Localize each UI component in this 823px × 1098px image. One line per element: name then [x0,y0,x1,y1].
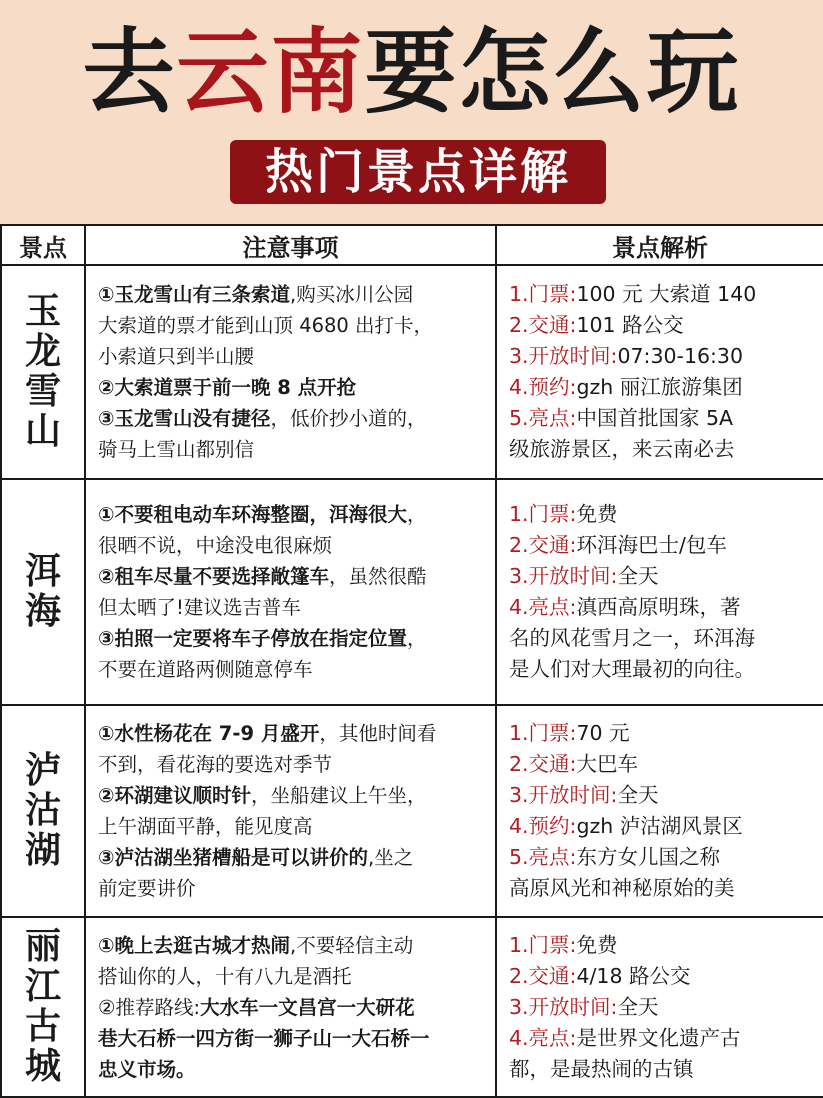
note-bold-text: 巷大石桥一四方街一狮子山一大石桥一 [98,1026,430,1050]
info-line [509,310,815,341]
notes-cell [85,479,496,705]
note-text: 不到，看花海的要选对季节 [98,753,333,776]
info-cell [496,917,823,1097]
info-line [509,1054,815,1085]
note-line [98,873,487,904]
place-name [1,917,85,1097]
header-place: 景点 [1,225,85,265]
place-char: 洱 [24,551,61,592]
info-line [509,499,815,530]
note-text: ,购买冰川公园 [290,283,414,306]
info-line [509,341,815,372]
info-value: 高原风光和神秘原始的美 [509,876,735,900]
place-char: 江 [24,966,61,1007]
info-label: 2.交通: [509,533,577,557]
header-notes: 注意事项 [85,225,496,265]
info-cell [496,705,823,917]
info-label: 3.开放时间: [509,344,618,368]
place-name [1,265,85,479]
note-text: ， [407,627,427,650]
note-text: 搭讪你的人，十有八九是酒托 [98,964,352,988]
info-label: 5.亮点: [509,845,577,869]
info-value: 是人们对大理最初的向往。 [509,657,755,681]
info-line [509,1023,815,1054]
place-char: 丽 [24,926,61,967]
table-row [1,705,823,917]
info-value: 免费 [576,502,618,526]
note-bold-text: 大水车一文昌宫一大研花 [200,995,415,1019]
place-char: 龙 [24,331,61,372]
info-value: 中国首批国家 5A [576,406,734,430]
place-char: 城 [24,1046,61,1087]
info-label: 4.亮点: [509,595,577,619]
note-bold-text: ③拍照一定要将车子停放在指定位置 [98,627,408,650]
note-bold-text: ①玉龙雪山有三条索道 [98,283,291,306]
info-value: 是世界文化遗产古 [576,1025,741,1050]
title-pre: 去 [82,19,177,126]
info-value: 东方女儿国之称 [576,845,720,869]
note-line [98,780,487,811]
info-line [509,718,815,749]
info-line [509,372,815,403]
note-bold-text: 忠义市场。 [98,1057,196,1081]
note-line [98,623,487,654]
info-line [509,623,815,654]
note-text: ，虽然很酷 [329,565,427,588]
info-label: 5.亮点: [509,406,577,430]
place-name [1,479,85,705]
info-value: 70 元 [576,721,630,745]
note-text: 骑马上雪山都别信 [98,438,255,461]
note-bold-text: ③玉龙雪山没有捷径 [98,407,271,430]
info-label: 1.门票: [509,932,577,957]
info-label: 2.交通: [509,752,577,776]
note-text: 大索道的票才能到山顶 4680 出打卡， [98,314,434,337]
info-value: 免费 [576,932,618,957]
place-char: 玉 [24,291,61,332]
attractions-table [0,224,823,1098]
note-line [98,341,487,372]
note-text: 小索道只到半山腰 [98,345,255,368]
table-row [1,479,823,705]
note-line [98,961,487,992]
note-bold-text: ①晚上去逛古城才热闹 [98,933,291,957]
info-line [509,561,815,592]
note-line [98,434,487,465]
note-line [98,279,487,310]
note-text: 上午湖面平静，能见度高 [98,815,313,838]
note-text: ，坐船建议上午坐， [251,784,427,807]
info-value: 级旅游景区，来云南必去 [509,437,735,461]
info-label: 4.预约: [509,814,577,838]
info-line [509,403,815,434]
info-label: 1.门票: [509,282,577,306]
note-line [98,718,487,749]
place-char: 沽 [24,790,61,831]
note-line [98,561,487,592]
info-label: 2.交通: [509,313,577,337]
note-line [98,403,487,434]
note-bold-text: ③泸沽湖坐猪槽船是可以讲价的 [98,846,369,869]
notes-cell [85,705,496,917]
info-line [509,930,815,961]
note-line [98,372,487,403]
place-char: 湖 [24,830,61,871]
info-value: 都，是最热闹的古镇 [509,1056,694,1081]
info-label: 3.开放时间: [509,994,618,1019]
info-value: 名的风花雪月之一，环洱海 [509,626,755,650]
info-line [509,873,815,904]
info-line [509,811,815,842]
place-char: 海 [24,591,61,632]
info-line [509,780,815,811]
info-value: 101 路公交 [576,313,684,337]
info-value: 大巴车 [576,752,638,776]
subtitle-banner: 热门景点详解 [230,140,606,204]
note-bold-text: ②大索道票于前一晚 8 点开抢 [98,376,357,399]
place-char: 雪 [24,371,61,412]
info-value: 100 元 大索道 140 [576,282,757,306]
info-line [509,749,815,780]
info-value: 全天 [617,783,659,807]
info-line [509,592,815,623]
note-text: ,不要轻信主动 [290,933,414,957]
info-line [509,654,815,685]
note-text: ，低价抄小道的， [270,407,427,430]
info-line [509,961,815,992]
place-char: 泸 [24,750,61,791]
info-value: gzh 泸沽湖风景区 [576,814,743,838]
notes-cell [85,917,496,1097]
note-bold-text: ②环湖建议顺时针 [98,784,252,807]
info-line [509,842,815,873]
place-char: 山 [24,411,61,452]
note-line [98,811,487,842]
note-text: 但太晒了!建议选吉普车 [98,596,301,619]
info-line [509,434,815,465]
info-label: 2.交通: [509,963,577,988]
info-line [509,530,815,561]
note-bold-text: ②租车尽量不要选择敞篷车 [98,565,330,588]
info-value: 滇西高原明珠，著 [576,595,741,619]
header-info: 景点解析 [496,225,823,265]
note-line [98,930,487,961]
info-value: 07:30-16:30 [617,344,744,368]
note-bold-text: ①不要租电动车环海整圈，洱海很大 [98,503,408,526]
place-char: 古 [24,1006,61,1047]
info-line [509,992,815,1023]
note-line [98,749,487,780]
note-text: ， [407,503,427,526]
info-label: 4.预约: [509,375,577,399]
notes-cell [85,265,496,479]
title-post: 要怎么玩 [364,19,741,126]
note-line [98,992,487,1023]
info-label: 3.开放时间: [509,783,618,807]
info-label: 1.门票: [509,502,577,526]
note-bold-text: ①水性杨花在 7-9 月盛开 [98,722,320,745]
note-line [98,1023,487,1054]
place-name [1,705,85,917]
info-line [509,279,815,310]
info-cell [496,265,823,479]
note-text: ,坐之 [368,846,414,869]
info-label: 3.开放时间: [509,564,618,588]
table-header-row [1,225,823,265]
info-value: gzh 丽江旅游集团 [576,375,743,399]
page-title [0,18,823,128]
note-text: 不要在道路两侧随意停车 [98,658,313,681]
note-text: ②推荐路线: [98,995,201,1019]
title-accent: 云南 [176,19,365,126]
note-line [98,310,487,341]
info-cell [496,479,823,705]
info-value: 全天 [617,994,659,1019]
note-text: 前定要讲价 [98,877,196,900]
note-line [98,592,487,623]
info-label: 1.门票: [509,721,577,745]
table-row [1,265,823,479]
note-line [98,842,487,873]
info-value: 全天 [617,564,659,588]
note-line [98,499,487,530]
info-label: 4.亮点: [509,1025,577,1050]
note-text: ，其他时间看 [319,722,437,745]
note-line [98,1054,487,1085]
note-line [98,530,487,561]
info-value: 环洱海巴士/包车 [576,533,727,557]
note-text: 很晒不说，中途没电很麻烦 [98,534,333,557]
table-row [1,917,823,1097]
info-value: 4/18 路公交 [576,963,691,988]
note-line [98,654,487,685]
